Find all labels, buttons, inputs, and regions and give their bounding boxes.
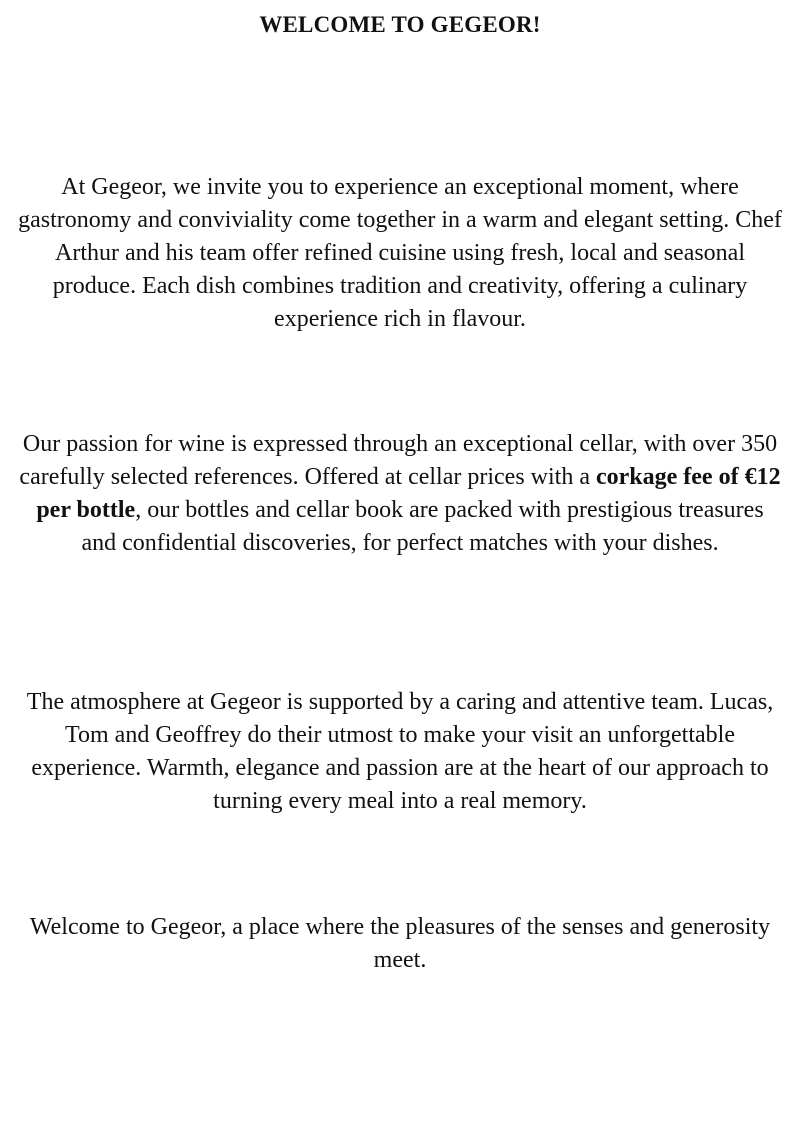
wine-paragraph-text-after: , our bottles and cellar book are packed with prestigious treasures and confidential discoveries, for perfect matches with your dishes. [81, 497, 764, 556]
wine-paragraph-text-before: Our passion for wine is expressed through an exceptional cellar, with over 350 carefully selected references. Offered at cellar prices with a [19, 431, 778, 490]
closing-paragraph: Welcome to Gegeor, a place where the pleasures of the senses and generosity meet. [29, 914, 771, 973]
team-paragraph: The atmosphere at Gegeor is supported by a caring and attentive team. Lucas, Tom and Geoffrey do their utmost to make your visit an unforgettable experience. Warmth, elegance and passion are at the heart of our approach to turning every meal into a real memory. [26, 689, 774, 814]
intro-paragraph: At Gegeor, we invite you to experience an exceptional moment, where gastronomy and conviviality come together in a warm and elegant setting. Chef Arthur and his team offer refined cuisine using fresh, local and seasonal produce. Each dish combines tradition and creativity, offering a culinary experience rich in flavour. [18, 174, 782, 332]
corkage-fee-highlight: corkage fee of €12 per bottle [36, 464, 781, 523]
page-title: WELCOME TO GEGEOR! [259, 12, 541, 37]
wine-paragraph [18, 428, 782, 560]
